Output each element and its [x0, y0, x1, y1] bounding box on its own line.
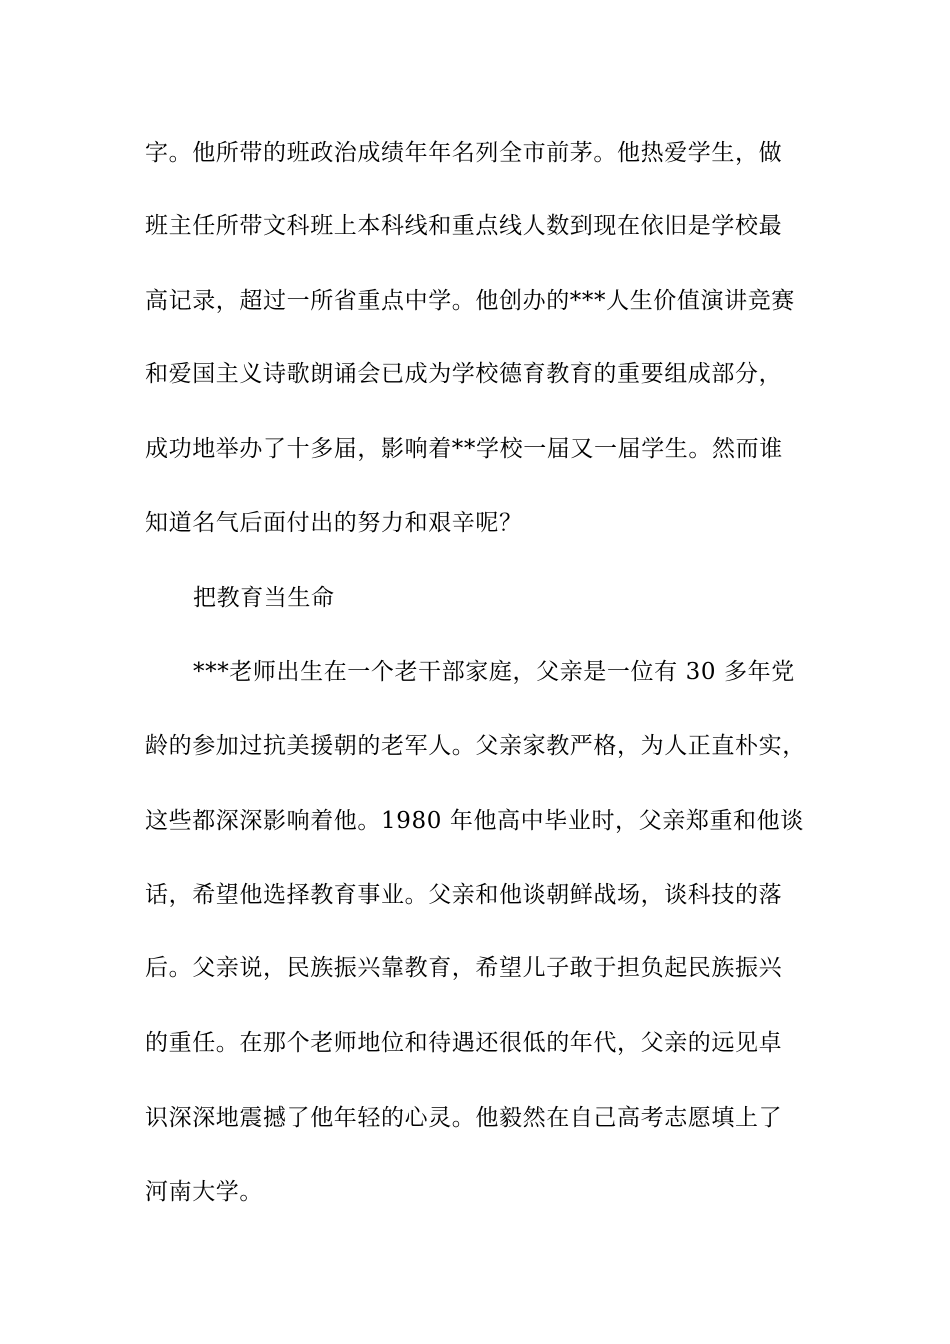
section-heading: 把教育当生命: [193, 585, 335, 611]
paragraph-2-line-8: 河南大学。: [145, 1179, 263, 1205]
paragraph-2-line-5: 后。父亲说，民族振兴靠教育，希望儿子敢于担负起民族振兴: [145, 955, 783, 981]
paragraph-2-line-3: 这些都深深影响着他。1980 年他高中毕业时，父亲郑重和他谈: [145, 808, 804, 834]
paragraph-2-line-6: 的重任。在那个老师地位和待遇还很低的年代，父亲的远见卓: [145, 1030, 783, 1056]
paragraph-2-line-2: 龄的参加过抗美援朝的老军人。父亲家教严格，为人正直朴实，: [145, 733, 806, 759]
paragraph-1-line-2: 班主任所带文科班上本科线和重点线人数到现在依旧是学校最: [145, 213, 783, 239]
paragraph-1-line-1: 字。他所带的班政治成绩年年名列全市前茅。他热爱学生，做: [145, 140, 783, 166]
paragraph-2-line-7: 识深深地震撼了他年轻的心灵。他毅然在自己高考志愿填上了: [145, 1105, 783, 1131]
paragraph-2-line-4: 话，希望他选择教育事业。父亲和他谈朝鲜战场，谈科技的落: [145, 882, 783, 908]
paragraph-1-line-6: 知道名气后面付出的努力和艰辛呢？: [145, 510, 523, 536]
paragraph-1-line-5: 成功地举办了十多届，影响着**学校一届又一届学生。然而谁: [145, 436, 783, 462]
paragraph-1-line-3: 高记录，超过一所省重点中学。他创办的***人生价值演讲竞赛: [145, 288, 795, 314]
paragraph-1-line-4: 和爱国主义诗歌朗诵会已成为学校德育教育的重要组成部分，: [145, 361, 783, 387]
paragraph-2-line-1: ***老师出生在一个老干部家庭，父亲是一位有 30 多年党: [193, 659, 795, 685]
